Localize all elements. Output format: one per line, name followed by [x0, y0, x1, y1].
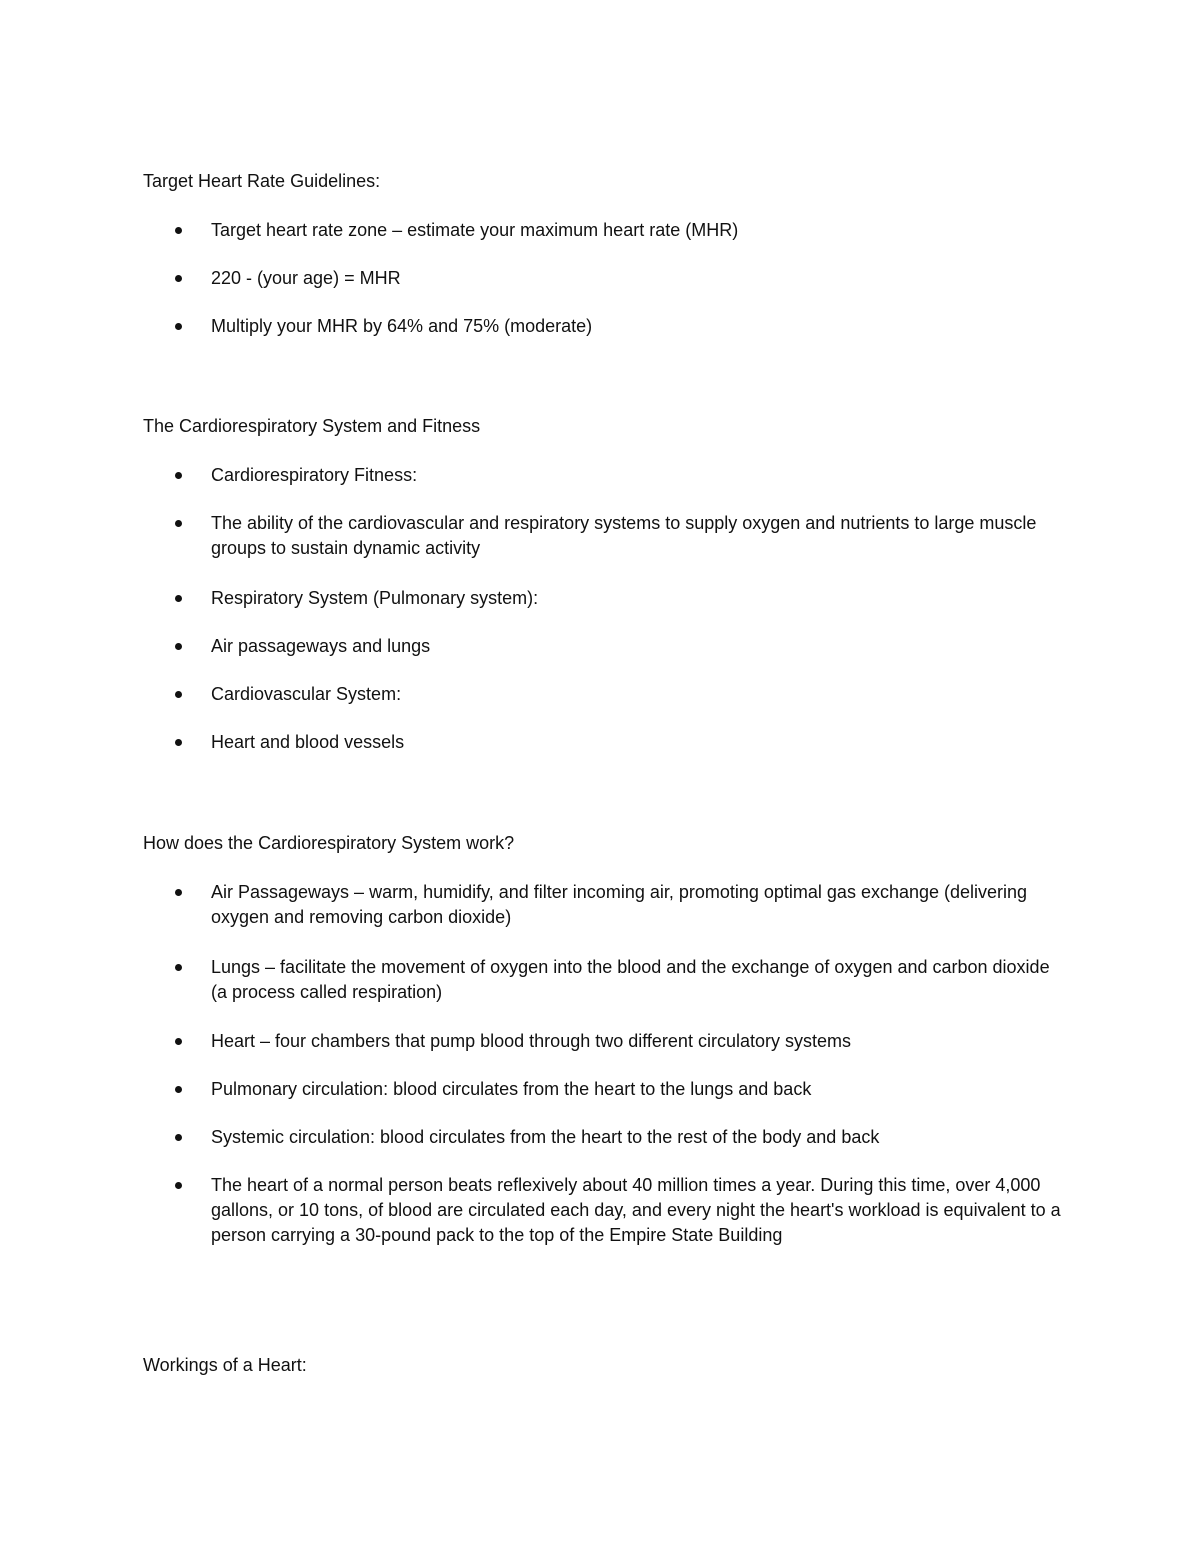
section-heading-target-heart-rate: Target Heart Rate Guidelines:	[143, 171, 381, 191]
list-item-text: Cardiorespiratory Fitness:	[211, 465, 418, 485]
bullet-icon	[175, 275, 182, 282]
bullet-icon	[175, 739, 182, 746]
bullet-icon	[175, 520, 182, 527]
list-item-text: Air Passageways – warm, humidify, and filter incoming air, promoting optimal gas exchange (delivering oxygen and removing carbon dioxide)	[211, 882, 1028, 927]
bullet-icon	[175, 889, 182, 896]
list-item-text: Air passageways and lungs	[211, 636, 431, 656]
bullet-icon	[175, 1134, 182, 1141]
list-item-text: Pulmonary circulation: blood circulates from the heart to the lungs and back	[211, 1079, 812, 1099]
list-item-text: Heart and blood vessels	[211, 732, 405, 752]
bullet-icon	[175, 1086, 182, 1093]
list-item-text: Heart – four chambers that pump blood through two different circulatory systems	[211, 1031, 851, 1051]
section-heading-workings-of-heart: Workings of a Heart:	[143, 1355, 307, 1375]
list-item-text: Target heart rate zone – estimate your maximum heart rate (MHR)	[211, 220, 739, 240]
list-item-text: Respiratory System (Pulmonary system):	[211, 588, 539, 608]
bullet-icon	[175, 227, 182, 234]
bullet-icon	[175, 323, 182, 330]
bullet-icon	[175, 964, 182, 971]
bullet-icon	[175, 643, 182, 650]
section-heading-cardiorespiratory-fitness: The Cardiorespiratory System and Fitness	[143, 416, 481, 436]
bullet-icon	[175, 595, 182, 602]
bullet-icon	[175, 1182, 182, 1189]
bullet-icon	[175, 1038, 182, 1045]
list-item-text: Lungs – facilitate the movement of oxygen into the blood and the exchange of oxygen and carbon dioxide (a process called respiration)	[211, 957, 1050, 1002]
bullet-icon	[175, 472, 182, 479]
section-heading-how-system-works: How does the Cardiorespiratory System work?	[143, 833, 515, 853]
list-item-text: 220 - (your age) = MHR	[211, 268, 401, 288]
bullet-icon	[175, 691, 182, 698]
list-item-text: The ability of the cardiovascular and respiratory systems to supply oxygen and nutrients to large muscle groups to sustain dynamic activity	[211, 513, 1037, 558]
list-item-text: The heart of a normal person beats reflexively about 40 million times a year. During this time, over 4,000 gallons, or 10 tons, of blood are circulated each day, and every night the heart's workload is equivalent to a person carrying a 30-pound pack to the top of the Empire State Building	[211, 1175, 1061, 1245]
list-item-text: Systemic circulation: blood circulates from the heart to the rest of the body and back	[211, 1127, 880, 1147]
list-item-text: Cardiovascular System:	[211, 684, 402, 704]
list-item-text: Multiply your MHR by 64% and 75% (moderate)	[211, 316, 593, 336]
